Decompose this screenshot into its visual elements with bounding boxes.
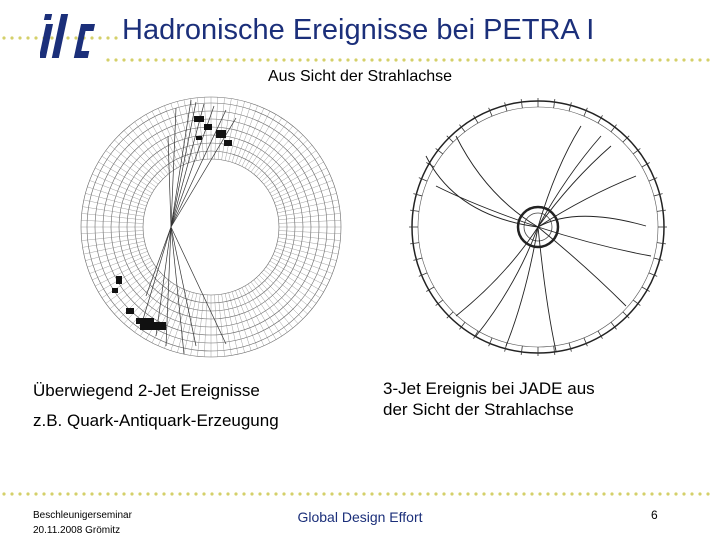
- dot: [666, 492, 669, 495]
- dot: [354, 58, 357, 61]
- dot: [250, 58, 253, 61]
- dot: [2, 492, 5, 495]
- dot: [610, 492, 613, 495]
- dot: [706, 492, 709, 495]
- dot: [306, 58, 309, 61]
- cell-divider: [158, 108, 183, 165]
- dot: [474, 58, 477, 61]
- cell-divider: [191, 294, 201, 355]
- dot: [450, 58, 453, 61]
- dot: [690, 58, 693, 61]
- cell-divider: [158, 289, 183, 346]
- dot: [378, 492, 381, 495]
- dot: [282, 492, 285, 495]
- dot: [122, 492, 125, 495]
- left-figure-caption: [33, 376, 279, 436]
- tick: [569, 343, 571, 352]
- dot: [114, 36, 117, 39]
- dot: [210, 58, 213, 61]
- dot: [658, 492, 661, 495]
- track: [146, 227, 171, 296]
- cell-divider: [218, 98, 224, 160]
- tick: [410, 210, 419, 211]
- footer-organization: Global Design Effort: [297, 509, 423, 525]
- cell-divider: [218, 295, 224, 357]
- dot: [2, 36, 5, 39]
- dot: [330, 58, 333, 61]
- cell-divider: [92, 174, 149, 199]
- footer-date: 20.11.2008 Grömitz: [33, 525, 121, 536]
- track: [538, 126, 581, 227]
- dot: [434, 492, 437, 495]
- dot: [482, 58, 485, 61]
- dot: [218, 58, 221, 61]
- dot: [442, 492, 445, 495]
- dot: [394, 58, 397, 61]
- dot: [106, 58, 109, 61]
- dot: [138, 492, 141, 495]
- dot: [626, 58, 629, 61]
- dot: [554, 492, 557, 495]
- dot: [546, 492, 549, 495]
- dot: [634, 58, 637, 61]
- track: [456, 227, 538, 316]
- dot: [418, 58, 421, 61]
- cell-divider: [83, 207, 144, 217]
- dot: [26, 36, 29, 39]
- cell-divider: [239, 289, 264, 346]
- dot: [178, 492, 181, 495]
- dot: [402, 58, 405, 61]
- cell-divider: [239, 108, 264, 165]
- tick: [521, 346, 522, 355]
- ilc-logo: [40, 10, 102, 64]
- energy-deposit: [194, 116, 204, 122]
- dot: [482, 492, 485, 495]
- dot: [274, 58, 277, 61]
- dot: [234, 492, 237, 495]
- track: [141, 227, 171, 326]
- dot: [370, 58, 373, 61]
- dot: [370, 492, 373, 495]
- cell-divider: [279, 231, 341, 234]
- dot: [322, 492, 325, 495]
- dot: [34, 492, 37, 495]
- dot: [42, 492, 45, 495]
- tick: [410, 243, 419, 244]
- dot: [330, 492, 333, 495]
- cell-divider: [279, 213, 341, 219]
- dot: [130, 492, 133, 495]
- dot: [314, 492, 317, 495]
- dot: [338, 492, 341, 495]
- dot: [146, 58, 149, 61]
- cell-divider: [222, 99, 232, 160]
- dot: [154, 492, 157, 495]
- cell-divider: [259, 135, 303, 179]
- cell-divider: [81, 220, 143, 223]
- dot: [138, 58, 141, 61]
- right-figure-caption: [383, 378, 595, 420]
- dot: [18, 36, 21, 39]
- dot: [34, 36, 37, 39]
- dot: [170, 58, 173, 61]
- cell-divider: [279, 220, 341, 223]
- dot: [26, 492, 29, 495]
- dot: [226, 492, 229, 495]
- dot: [618, 492, 621, 495]
- dot: [434, 58, 437, 61]
- dot: [506, 492, 509, 495]
- track: [168, 136, 171, 227]
- dot: [466, 492, 469, 495]
- dot: [594, 58, 597, 61]
- dot: [650, 492, 653, 495]
- dot: [554, 58, 557, 61]
- cell-divider: [273, 255, 330, 280]
- dot: [162, 492, 165, 495]
- dot: [258, 58, 261, 61]
- dot: [602, 58, 605, 61]
- dot: [698, 492, 701, 495]
- dot: [442, 58, 445, 61]
- dot: [106, 492, 109, 495]
- track: [538, 227, 626, 306]
- track: [171, 227, 196, 346]
- dot: [570, 58, 573, 61]
- dot: [458, 58, 461, 61]
- dot: [658, 58, 661, 61]
- dot: [82, 492, 85, 495]
- dot: [506, 58, 509, 61]
- dot: [578, 58, 581, 61]
- dot: [162, 58, 165, 61]
- track: [538, 146, 611, 227]
- cell-divider: [259, 275, 303, 319]
- dot: [498, 492, 501, 495]
- dot: [634, 492, 637, 495]
- dot: [194, 58, 197, 61]
- dot: [274, 492, 277, 495]
- dot: [234, 58, 237, 61]
- dot: [674, 58, 677, 61]
- track: [538, 216, 646, 227]
- dot: [706, 58, 709, 61]
- dot: [346, 58, 349, 61]
- dot: [242, 492, 245, 495]
- dot: [362, 58, 365, 61]
- dot: [282, 58, 285, 61]
- dot: [306, 492, 309, 495]
- dot: [530, 58, 533, 61]
- dot: [58, 492, 61, 495]
- dot: [586, 492, 589, 495]
- tick: [521, 99, 522, 108]
- dot: [650, 58, 653, 61]
- tick: [505, 102, 507, 111]
- dot: [50, 492, 53, 495]
- dot: [194, 492, 197, 495]
- dot: [250, 492, 253, 495]
- dot: [394, 492, 397, 495]
- dot: [682, 58, 685, 61]
- dot: [10, 36, 13, 39]
- dot: [298, 492, 301, 495]
- energy-deposit: [140, 322, 166, 330]
- dot: [674, 492, 677, 495]
- ring: [143, 159, 279, 295]
- dot: [562, 492, 565, 495]
- dot: [122, 58, 125, 61]
- dot: [18, 492, 21, 495]
- page-title: Hadronische Ereignisse bei PETRA I: [122, 14, 595, 46]
- dot: [130, 58, 133, 61]
- dot: [682, 492, 685, 495]
- dot: [490, 58, 493, 61]
- dot: [538, 58, 541, 61]
- dot: [298, 58, 301, 61]
- dot: [586, 58, 589, 61]
- energy-deposit: [216, 130, 226, 138]
- dot: [74, 492, 77, 495]
- cell-divider: [222, 294, 232, 355]
- detector-ring-grid: [81, 97, 341, 357]
- energy-deposit: [224, 140, 232, 146]
- dot: [114, 58, 117, 61]
- cell-divider: [83, 238, 144, 248]
- dot: [386, 492, 389, 495]
- dot: [314, 58, 317, 61]
- dot: [562, 58, 565, 61]
- track: [456, 136, 538, 227]
- dot: [490, 492, 493, 495]
- dot: [202, 58, 205, 61]
- energy-deposit: [126, 308, 134, 314]
- tick: [657, 210, 666, 211]
- dot: [610, 58, 613, 61]
- dot: [530, 492, 533, 495]
- caption-line: der Sicht der Strahlachse: [383, 400, 574, 419]
- cell-divider: [197, 295, 203, 357]
- dot: [570, 492, 573, 495]
- track: [436, 186, 538, 227]
- cell-divider: [191, 99, 201, 160]
- cell-divider: [119, 135, 163, 179]
- cell-divider: [278, 238, 339, 248]
- dot: [114, 492, 117, 495]
- dot: [210, 492, 213, 495]
- dot: [474, 492, 477, 495]
- three-jet-jade-event-display: [396, 96, 680, 358]
- dot: [538, 492, 541, 495]
- cell-divider: [82, 213, 144, 219]
- dot: [666, 58, 669, 61]
- dot: [642, 492, 645, 495]
- page-number: 6: [651, 508, 658, 522]
- dot: [362, 492, 365, 495]
- dot: [154, 58, 157, 61]
- dot: [418, 492, 421, 495]
- track: [506, 227, 538, 346]
- dot: [226, 58, 229, 61]
- track: [171, 227, 184, 354]
- dot: [450, 492, 453, 495]
- tick: [654, 258, 663, 260]
- dot: [514, 58, 517, 61]
- dot: [322, 58, 325, 61]
- dot: [402, 492, 405, 495]
- dot: [514, 492, 517, 495]
- dot: [618, 58, 621, 61]
- tick: [413, 258, 422, 260]
- dot: [594, 492, 597, 495]
- dot: [290, 58, 293, 61]
- footer-dotted-line: [0, 488, 720, 508]
- dot: [66, 492, 69, 495]
- tick: [554, 346, 555, 355]
- dot: [242, 58, 245, 61]
- dot: [178, 58, 181, 61]
- energy-deposit: [112, 288, 118, 293]
- two-jet-event-display: [76, 96, 346, 358]
- dot: [378, 58, 381, 61]
- dot: [626, 492, 629, 495]
- dot: [386, 58, 389, 61]
- dot: [426, 492, 429, 495]
- footer-event: Beschleunigerseminar: [33, 510, 132, 521]
- dot: [10, 492, 13, 495]
- caption-line: 3-Jet Ereignis bei JADE aus: [383, 379, 595, 398]
- dot: [522, 492, 525, 495]
- dot: [98, 492, 101, 495]
- dot: [290, 492, 293, 495]
- dot: [498, 58, 501, 61]
- energy-deposit: [116, 276, 122, 284]
- dot: [266, 58, 269, 61]
- dot: [186, 58, 189, 61]
- dot: [458, 492, 461, 495]
- tick: [654, 194, 663, 196]
- tick: [413, 194, 422, 196]
- cell-divider: [119, 275, 163, 319]
- dot: [546, 58, 549, 61]
- dot: [642, 58, 645, 61]
- tick: [554, 99, 555, 108]
- cell-divider: [81, 231, 143, 234]
- cell-divider: [273, 174, 330, 199]
- caption-line: z.B. Quark-Antiquark-Erzeugung: [33, 411, 279, 430]
- tick: [657, 243, 666, 244]
- cell-divider: [278, 207, 339, 217]
- energy-deposit: [204, 124, 212, 130]
- dot: [218, 492, 221, 495]
- cell-divider: [82, 234, 144, 240]
- dot: [90, 492, 93, 495]
- tick: [569, 102, 571, 111]
- dot: [410, 492, 413, 495]
- dot: [338, 58, 341, 61]
- dot: [426, 58, 429, 61]
- caption-line: Überwiegend 2-Jet Ereignisse: [33, 381, 260, 400]
- dot: [202, 492, 205, 495]
- dot: [258, 492, 261, 495]
- dot: [346, 492, 349, 495]
- dot: [186, 492, 189, 495]
- dot: [170, 492, 173, 495]
- energy-deposit: [196, 136, 202, 140]
- dot: [578, 492, 581, 495]
- dot: [410, 58, 413, 61]
- track: [538, 136, 601, 227]
- subtitle: Aus Sicht der Strahlachse: [267, 68, 453, 85]
- dot: [266, 492, 269, 495]
- dot: [146, 492, 149, 495]
- dot: [602, 492, 605, 495]
- dot: [698, 58, 701, 61]
- dot: [522, 58, 525, 61]
- dot: [106, 36, 109, 39]
- dot: [354, 492, 357, 495]
- dot: [690, 492, 693, 495]
- cell-divider: [279, 234, 341, 240]
- dot: [466, 58, 469, 61]
